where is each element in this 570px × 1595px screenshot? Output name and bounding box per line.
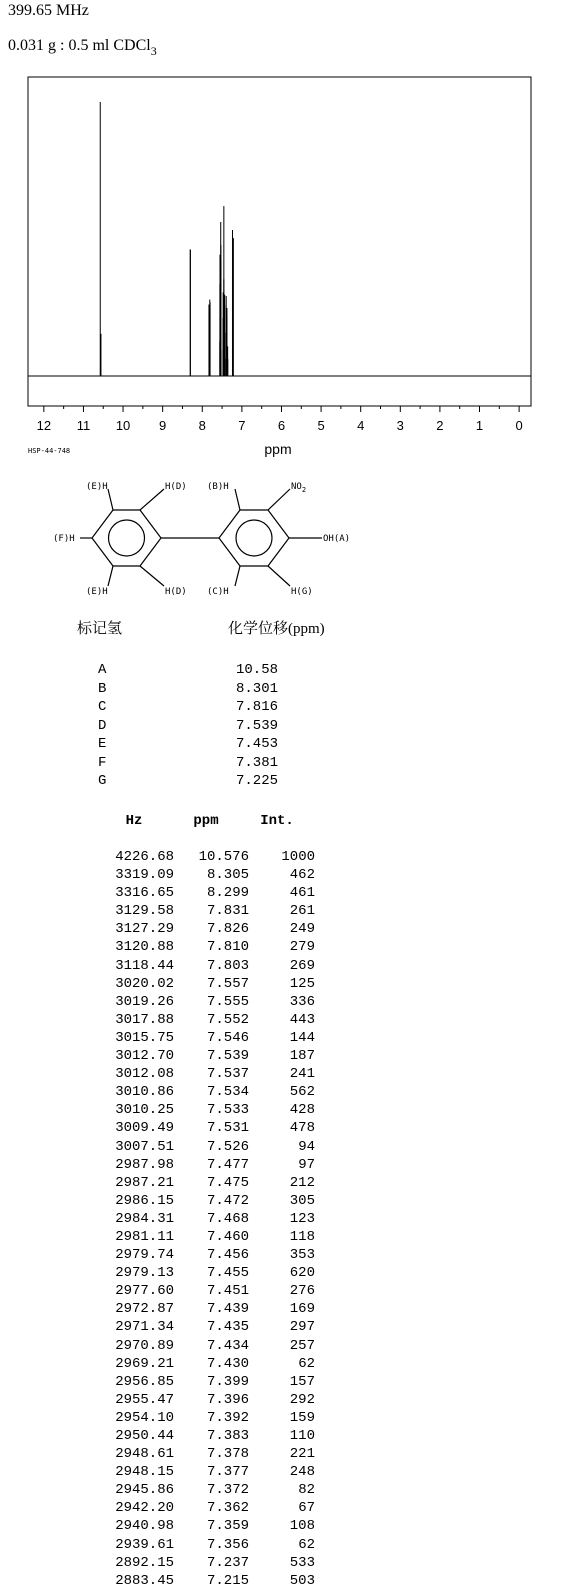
peak-hz: 2954.10	[115, 1409, 174, 1426]
peak-int: 1000	[281, 849, 315, 865]
peak-ppm: 7.557	[206, 975, 249, 992]
peak-hz: 3012.70	[115, 1048, 174, 1065]
peak-int: 620	[289, 1265, 315, 1282]
peak-row	[98, 1282, 315, 1300]
x-tick-label: 3	[396, 418, 404, 433]
peak-row	[98, 1499, 315, 1517]
bond-d-bottom	[140, 566, 164, 586]
assignment-shift: 8.301	[235, 680, 278, 697]
peak-int: 462	[289, 867, 315, 884]
peak-ppm: 7.831	[206, 903, 249, 920]
peak-int: 292	[289, 1391, 315, 1408]
no2-text: NO	[291, 482, 302, 492]
no2-subscript: 2	[301, 486, 307, 494]
bond-c-bottom	[235, 566, 240, 586]
peak-row	[98, 1409, 315, 1427]
peak-ppm: 7.378	[206, 1446, 249, 1463]
peak-row	[98, 1029, 315, 1047]
peak-row	[98, 902, 315, 920]
assignment-shift: 7.381	[235, 754, 278, 771]
peak-hz: 2950.44	[115, 1428, 174, 1444]
peak-row	[98, 1101, 315, 1119]
peak-row	[98, 1463, 315, 1481]
peak-int: 82	[298, 1482, 315, 1499]
peak-int: 279	[289, 939, 315, 956]
peak-table	[98, 848, 315, 1590]
peak-int: 97	[298, 1156, 315, 1173]
peak-ppm: 7.237	[206, 1554, 249, 1571]
bond-e-top	[108, 489, 113, 510]
peak-hz: 2942.20	[115, 1500, 174, 1517]
peak-int: 118	[289, 1228, 315, 1245]
peak-int: 297	[289, 1319, 315, 1336]
assignment-shift: 7.225	[235, 773, 278, 789]
peak-row	[98, 1047, 315, 1065]
peak-int: 241	[289, 1066, 315, 1083]
peak-int: 125	[289, 975, 315, 992]
label-e-top: (E)H	[86, 482, 108, 492]
assignment-row	[98, 680, 278, 699]
peak-row	[98, 1119, 315, 1137]
peak-int: 336	[289, 993, 315, 1010]
assignment-label: A	[98, 662, 107, 678]
peak-ppm: 7.555	[206, 993, 249, 1010]
right-benzene-ring	[219, 510, 289, 566]
peak-hz: 3012.08	[115, 1066, 174, 1083]
assignment-shift: 7.816	[235, 699, 278, 715]
concentration-subscript: 3	[150, 44, 157, 58]
peak-int: 261	[289, 903, 315, 920]
peak-row	[98, 848, 315, 866]
peak-int: 478	[289, 1120, 315, 1137]
peak-hz: 3127.29	[115, 921, 174, 938]
peak-ppm: 7.455	[206, 1265, 249, 1282]
peak-hz: 3019.26	[115, 993, 174, 1010]
peak-int: 159	[289, 1409, 315, 1426]
bond-g-bottom	[268, 566, 290, 586]
peak-hz: 2939.61	[115, 1536, 174, 1553]
peak-int: 94	[298, 1138, 315, 1155]
peak-hz: 2987.21	[115, 1174, 174, 1191]
label-g-bottom: H(G)	[291, 587, 313, 597]
assignment-shift: 7.539	[235, 717, 278, 734]
peak-hz: 2956.85	[115, 1373, 174, 1390]
peak-hz: 3129.58	[115, 903, 174, 920]
assignment-label: F	[98, 754, 107, 771]
assignment-label-header: 标记氢	[77, 621, 123, 637]
bond-e-bottom	[108, 566, 113, 586]
x-tick-label: 8	[198, 418, 206, 433]
assignment-shift: 7.453	[235, 736, 278, 752]
peak-hz: 3017.88	[115, 1011, 174, 1028]
peak-ppm: 7.372	[206, 1482, 249, 1499]
assignment-shift-header: 化学位移(ppm)	[228, 621, 325, 637]
peak-row	[98, 1156, 315, 1174]
label-f: (F)H	[53, 534, 75, 544]
peak-int: 276	[289, 1283, 315, 1300]
peak-row	[98, 1011, 315, 1029]
x-tick-label: 6	[277, 418, 286, 433]
peak-hz: 2986.15	[115, 1192, 174, 1209]
label-oh: OH(A)	[323, 534, 351, 544]
x-tick-label: 7	[238, 418, 246, 433]
peak-int: 269	[289, 957, 315, 974]
x-tick-label: 0	[515, 418, 523, 433]
peak-ppm: 7.826	[206, 921, 249, 938]
x-tick-label: 12	[36, 418, 52, 433]
label-e-bottom: (E)H	[86, 587, 108, 597]
right-aromatic-circle	[236, 520, 272, 556]
peak-ppm: 7.537	[206, 1066, 249, 1083]
peak-int: 67	[298, 1500, 315, 1517]
peak-row	[98, 866, 315, 884]
header-ppm: ppm	[193, 813, 219, 829]
peak-ppm: 7.552	[206, 1011, 249, 1028]
x-tick-label: 11	[76, 418, 91, 433]
peak-hz: 2971.34	[115, 1319, 174, 1336]
peak-ppm: 7.533	[206, 1102, 249, 1119]
peak-int: 144	[289, 1029, 315, 1046]
assignment-list	[98, 661, 278, 791]
peak-row	[98, 975, 315, 993]
assignment-label: D	[98, 717, 107, 734]
peak-hz: 3316.65	[115, 885, 174, 902]
peak-int: 443	[289, 1011, 315, 1028]
peak-ppm: 7.477	[206, 1156, 249, 1173]
assignment-row	[98, 772, 278, 791]
peak-ppm: 7.430	[206, 1355, 249, 1372]
peak-hz: 3007.51	[115, 1138, 174, 1155]
label-d-top: H(D)	[165, 482, 187, 492]
x-tick-label: 9	[159, 418, 167, 433]
peak-int: 212	[289, 1174, 315, 1191]
peak-hz: 3010.86	[115, 1084, 174, 1101]
peak-ppm: 7.546	[206, 1029, 249, 1046]
peak-int: 533	[289, 1554, 315, 1571]
peak-ppm: 7.399	[206, 1373, 249, 1390]
peak-ppm: 7.460	[206, 1228, 249, 1245]
peak-int: 187	[289, 1048, 315, 1065]
assignment-row	[98, 735, 278, 754]
peak-ppm: 7.531	[206, 1120, 249, 1137]
peak-row	[98, 1264, 315, 1282]
peak-row	[98, 1228, 315, 1246]
peak-ppm: 7.475	[206, 1174, 249, 1191]
peak-row	[98, 1246, 315, 1264]
x-tick-label: 1	[475, 418, 484, 433]
assignment-label: B	[98, 680, 107, 697]
peak-ppm: 7.356	[206, 1536, 249, 1553]
assignment-label: E	[98, 736, 107, 752]
peak-int: 249	[289, 921, 315, 938]
peak-ppm: 8.299	[206, 885, 249, 902]
peak-row	[98, 884, 315, 902]
peak-row	[98, 1065, 315, 1083]
peak-table-header	[98, 813, 312, 829]
peak-row	[98, 1210, 315, 1228]
peak-hz: 3010.25	[115, 1102, 174, 1119]
peak-hz: 2979.13	[115, 1265, 174, 1282]
peak-hz: 2883.45	[115, 1572, 174, 1589]
spectrum-id: HSP-44-748	[28, 447, 71, 455]
peak-ppm: 7.439	[206, 1301, 249, 1318]
assignment-row	[98, 698, 278, 717]
peak-int: 305	[289, 1192, 315, 1209]
peak-int: 62	[298, 1536, 315, 1553]
peak-row	[98, 1572, 315, 1590]
spectrometer-frequency: 399.65 MHz	[8, 2, 89, 19]
label-no2	[291, 482, 306, 494]
assignment-row	[98, 754, 278, 773]
peak-hz: 2948.15	[115, 1464, 174, 1481]
peak-ppm: 7.392	[206, 1409, 249, 1426]
peak-ppm: 7.362	[206, 1500, 249, 1517]
peak-hz: 2981.11	[115, 1228, 174, 1245]
peak-ppm: 10.576	[198, 849, 249, 865]
peak-ppm: 7.472	[206, 1192, 249, 1209]
peak-int: 503	[289, 1572, 315, 1589]
peak-row	[98, 1192, 315, 1210]
peak-hz: 3319.09	[115, 867, 174, 884]
peak-hz: 2969.21	[115, 1355, 174, 1372]
header-hz: Hz	[125, 813, 143, 829]
assignment-label: C	[98, 699, 107, 715]
left-benzene-ring	[92, 510, 161, 566]
peak-int: 353	[289, 1247, 315, 1264]
peak-int: 110	[289, 1428, 315, 1444]
assignment-row	[98, 717, 278, 736]
peak-ppm: 7.377	[206, 1464, 249, 1481]
peak-hz: 3118.44	[115, 957, 174, 974]
peak-hz: 3009.49	[115, 1120, 174, 1137]
peak-hz: 2977.60	[115, 1283, 174, 1300]
peak-row	[98, 1355, 315, 1373]
peak-hz: 3120.88	[115, 939, 174, 956]
peak-int: 123	[289, 1210, 315, 1227]
x-tick-label: 5	[317, 418, 325, 433]
peak-hz: 2948.61	[115, 1446, 174, 1463]
peak-hz: 4226.68	[115, 849, 174, 865]
peak-row	[98, 1300, 315, 1318]
peak-int: 248	[289, 1464, 315, 1481]
peak-hz: 2940.98	[115, 1518, 174, 1535]
peak-int: 169	[289, 1301, 315, 1318]
peak-ppm: 7.534	[206, 1084, 249, 1101]
peak-int: 257	[289, 1337, 315, 1354]
molecular-structure	[0, 0, 570, 610]
label-c-bottom: (C)H	[207, 587, 229, 597]
label-d-bottom: H(D)	[165, 587, 187, 597]
bond-d-top	[140, 489, 164, 510]
peak-ppm: 7.435	[206, 1319, 249, 1336]
x-tick-label: 4	[357, 418, 365, 433]
peak-ppm: 7.451	[206, 1283, 249, 1300]
x-tick-label: 2	[436, 418, 444, 433]
peak-row	[98, 1427, 315, 1445]
peak-ppm: 7.526	[206, 1138, 249, 1155]
peak-row	[98, 1337, 315, 1355]
x-axis-label: ppm	[264, 441, 292, 457]
bond-no2	[268, 489, 290, 510]
peak-row	[98, 1554, 315, 1572]
peak-hz: 2979.74	[115, 1247, 174, 1264]
peak-ppm: 8.305	[206, 867, 249, 884]
peak-hz: 2984.31	[115, 1210, 174, 1227]
peak-row	[98, 993, 315, 1011]
peak-int: 108	[289, 1518, 315, 1535]
peak-row	[98, 1083, 315, 1101]
peak-int: 157	[289, 1373, 315, 1390]
peak-row	[98, 1174, 315, 1192]
peak-row	[98, 1373, 315, 1391]
peak-row	[98, 1517, 315, 1535]
peak-hz: 2970.89	[115, 1337, 174, 1354]
peak-int: 221	[289, 1446, 315, 1463]
peak-hz: 2892.15	[115, 1554, 174, 1571]
assignment-shift: 10.58	[235, 662, 278, 678]
header-int: Int.	[260, 813, 294, 829]
peak-row	[98, 1481, 315, 1499]
peak-row	[98, 938, 315, 956]
peak-ppm: 7.215	[206, 1572, 249, 1589]
concentration-text: 0.031 g : 0.5 ml CDCl	[8, 37, 151, 54]
bond-b-top	[235, 489, 240, 510]
assignment-label: G	[98, 773, 107, 789]
peak-ppm: 7.383	[206, 1428, 249, 1444]
assignment-row	[98, 661, 278, 680]
peak-hz: 2972.87	[115, 1301, 174, 1318]
peak-int: 461	[289, 885, 315, 902]
peak-ppm: 7.456	[206, 1247, 249, 1264]
peak-row	[98, 1445, 315, 1463]
peak-ppm: 7.810	[206, 939, 249, 956]
peak-row	[98, 920, 315, 938]
peak-hz: 2945.86	[115, 1482, 174, 1499]
peak-ppm: 7.803	[206, 957, 249, 974]
peak-ppm: 7.434	[206, 1337, 249, 1354]
peak-ppm: 7.539	[206, 1048, 249, 1065]
x-tick-label: 10	[115, 418, 131, 433]
label-b-top: (B)H	[207, 482, 229, 492]
peak-ppm: 7.359	[206, 1518, 249, 1535]
peak-hz: 3020.02	[115, 975, 174, 992]
peak-int: 428	[289, 1102, 315, 1119]
peak-int: 562	[289, 1084, 315, 1101]
peak-row	[98, 1391, 315, 1409]
peak-hz: 3015.75	[115, 1029, 174, 1046]
peak-row	[98, 1536, 315, 1554]
left-aromatic-circle	[109, 520, 145, 556]
peak-ppm: 7.396	[206, 1391, 249, 1408]
peak-ppm: 7.468	[206, 1210, 249, 1227]
peak-hz: 2955.47	[115, 1391, 174, 1408]
peak-hz: 2987.98	[115, 1156, 174, 1173]
peak-row	[98, 1318, 315, 1336]
peak-int: 62	[298, 1355, 315, 1372]
peak-row	[98, 957, 315, 975]
peak-row	[98, 1138, 315, 1156]
